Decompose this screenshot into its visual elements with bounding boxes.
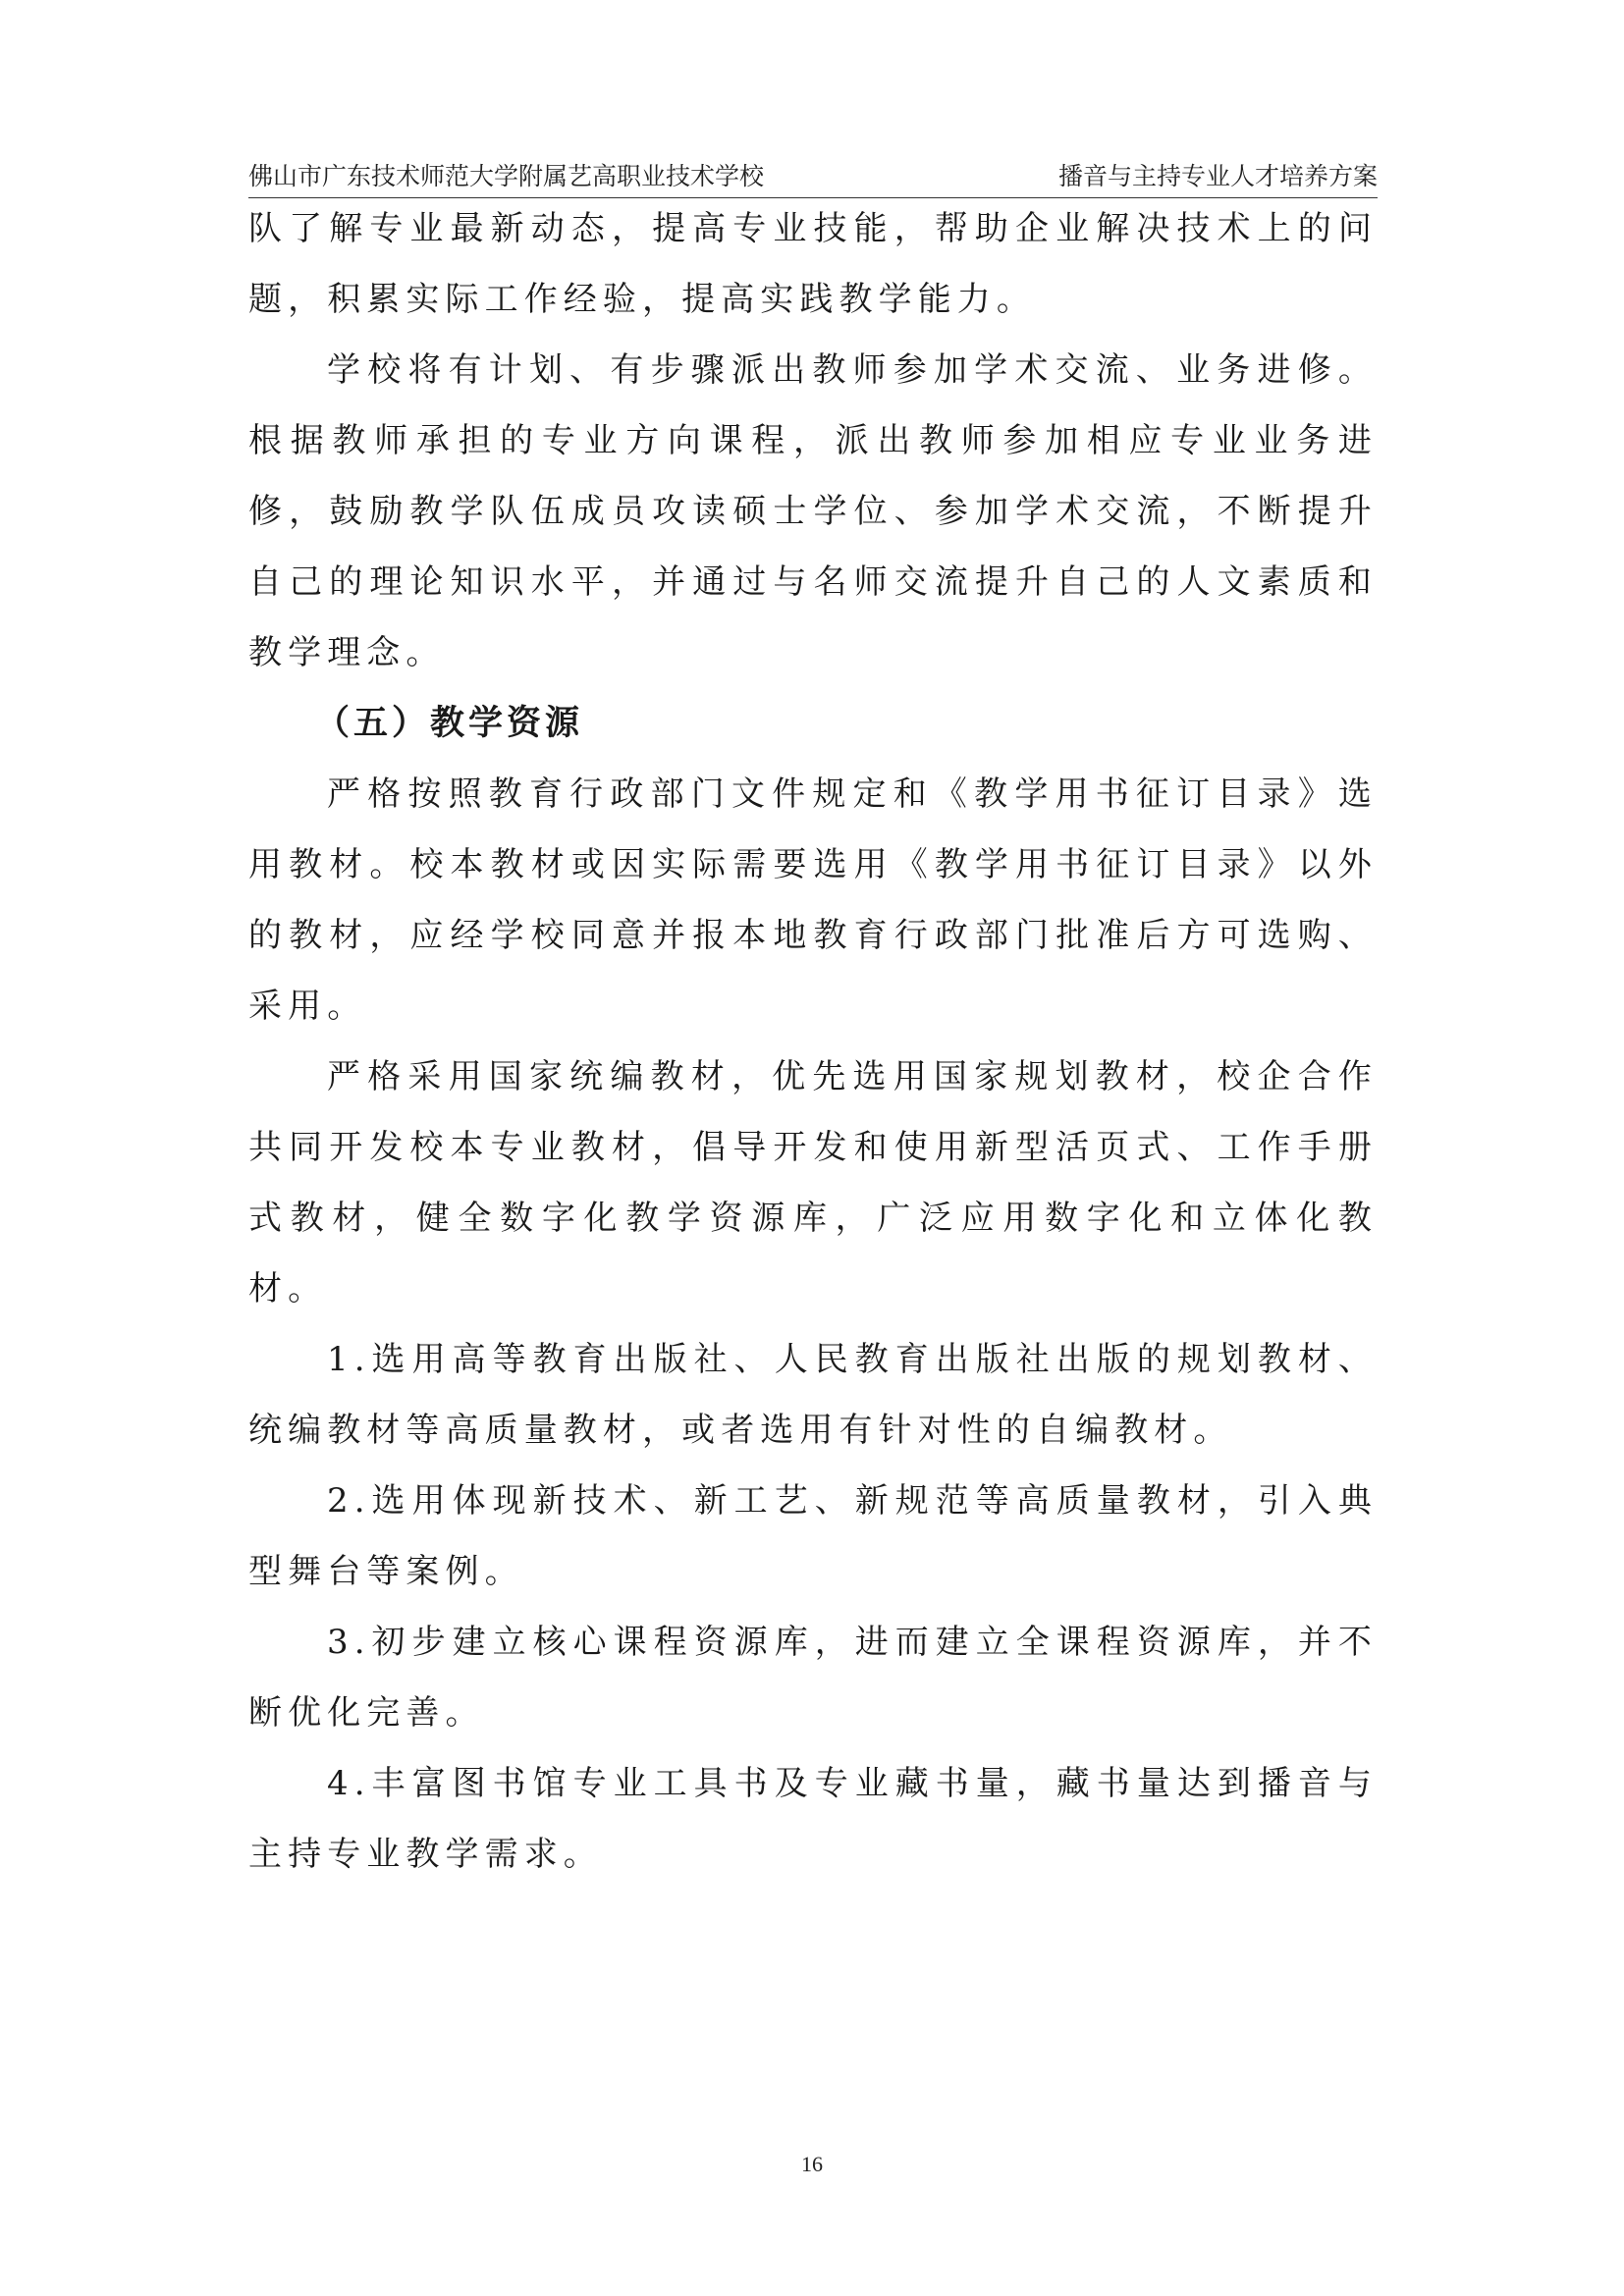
list-item-4: 4.丰富图书馆专业工具书及专业藏书量，藏书量达到播音与主持专业教学需求。 xyxy=(248,1764,1378,1874)
header-school-name: 佛山市广东技术师范大学附属艺高职业技术学校 xyxy=(248,162,765,190)
paragraph-continuation: 队了解专业最新动态，提高专业技能，帮助企业解决技术上的问题，积累实际工作经验，提高实践教学能力。 xyxy=(248,209,1378,319)
paragraph-textbook-selection: 严格按照教育行政部门文件规定和《教学用书征订目录》选用教材。校本教材或因实际需要选用《教学用书征订目录》以外的教材，应经学校同意并报本地教育行政部门批准后方可选购、采用。 xyxy=(248,774,1378,1026)
list-item-2: 2.选用体现新技术、新工艺、新规范等高质量教材，引入典型舞台等案例。 xyxy=(248,1481,1378,1591)
list-item-1: 1.选用高等教育出版社、人民教育出版社出版的规划教材、统编教材等高质量教材，或者选用有针对性的自编教材。 xyxy=(248,1340,1378,1450)
paragraph-national-textbooks: 严格采用国家统编教材，优先选用国家规划教材，校企合作共同开发校本专业教材，倡导开发和使用新型活页式、工作手册式教材，健全数字化教学资源库，广泛应用数字化和立体化教材。 xyxy=(248,1057,1378,1308)
paragraph-teacher-training: 学校将有计划、有步骤派出教师参加学术交流、业务进修。根据教师承担的专业方向课程，派出教师参加相应专业业务进修，鼓励教学队伍成员攻读硕士学位、参加学术交流，不断提升自己的理论知识水平，并通过与名师交流提升自己的人文素质和教学理念。 xyxy=(248,350,1378,672)
header-document-title: 播音与主持专业人才培养方案 xyxy=(1057,162,1378,190)
section-heading-teaching-resources: （五）教学资源 xyxy=(315,704,584,743)
list-item-3: 3.初步建立核心课程资源库，进而建立全课程资源库，并不断优化完善。 xyxy=(248,1623,1378,1733)
page-number: 16 xyxy=(801,2152,823,2176)
document-body xyxy=(248,193,1378,1890)
